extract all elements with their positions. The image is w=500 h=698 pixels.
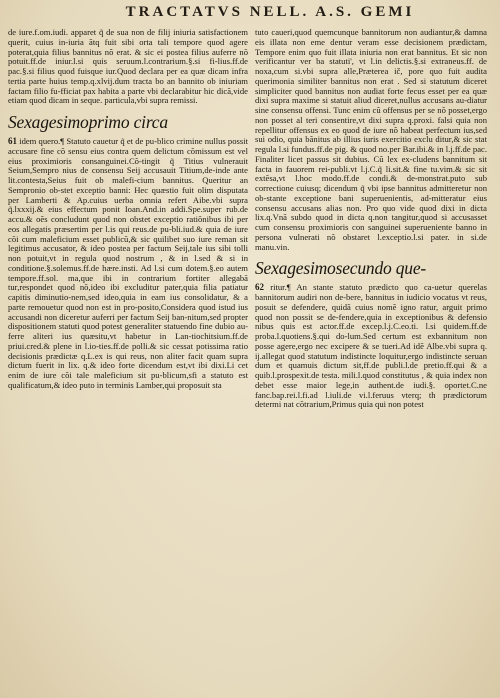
section-heading: Sexagesimosecundo que- — [255, 258, 427, 279]
right-column — [255, 28, 487, 410]
running-header: TRACTATVS NELL. A.S. GEMI — [125, 4, 415, 20]
paragraph — [8, 137, 248, 391]
margin-number: 62 — [255, 282, 264, 293]
paragraph — [255, 283, 487, 410]
paragraph-text: idem quero.¶ Statuto cauetur q̃ et de pu-blico crimine nullus possit accusare fine cõ sensu eius contra quem delictum cõmissum est vel eius proximioris consanguinei.Cõ-tingit q̃ Titius vulnerauit Seium,Sempro nius de consensu Seij accusauit Titium,de-inde ante lit.contesta,Seius fuit ob malefi-cium bannitus. Queritur an Sempronio ob-stet exceptio banni: Hec quæstio fuit olim disputata per Lamberti & Ap.cuius uerba omnia refert Aibe.vbi supra q̃.lxxxij.& eius effectum ponit Ioan.And.in addi.Spe.super rub.de accu.& oẽs concludunt quod non obstet exceptio ratiõnibus ibi per eos allegatis præsertim per l.is qui reus.de pu-bli.iud.& quia de iure cõi cum maleficium esset publicũ,& sic quilibet suo iure reman sit legitimus accusator, & ideo postea per factum Seij,tale ius sibi tolli non potuit,vt in regula quod nostrum , & in l.sed & si in conditione.§.solemus.ff.de hære.insti. Ad l.si cum dotem.§.eo autem tempore.ff.sol. ma,que ibi in contrarium fortiter allegabā tur,respondet quod nõ,ideo ibi excluditur pater,quia filia patiatur capitis diminutio-nem,sed ideo,quia in eam ius consolidatur, & a parte remouetur quod non est in pro-posito,Considera quod istud ius accusandi non diceretur auferri per factum Seij ban-nitum,sed propter dispositionem statuti quod potest generaliter statuendo fine dubio au-ferre aliteri ius quæsitu,vt habetur in Lan-tiochitsium.ff.de priui.cred.& plene in l.io-ties.ff.de polli.& sic cessat potissima ratio decisionis prædictæ q.L.ex is qui reus, non aliter facit quam supra dictum fuerit in lix. q.& ideo forte dicendum est,vt ibi dixi.Li cet enim de iure cõi tale maleficium sit pu-blicum,sfi a statuto est qualificatum,& ideo puto in terminis Lamber,qui proposuit sta — [8, 136, 248, 390]
section-heading: Sexagesimoprimo circa — [8, 112, 168, 132]
paragraph-text: ritur.¶ An stante statuto prædicto quo ca-uetur querelas bannitorum audiri non de-bere, bannitus in iudicio vocatus vt reus, posuit se defendere, quidã cuius nomẽ igno ratur, arguit primo quod non possit se de-fendere,quia in exceptionibus & defensio nibus quis est actor.ff.de excep.l.j.C.eo.ti. l.si quidem.ff.de proba.l.quotiens.§.qui do-lum.Sed certum est exbannitum non posse agere,ergo nec excipere & se tueri.Ad idẽ Albe.vbi supra q. ij.allegat quod statutum indistincte loquitur,ergo indistincte seruan dum et quamuis dictum sit,ff.de publi.l.de pretio.ff.qui & a quib.l.prospexit.de testa. mili.l.quod constitutus , & quia index non debet esse maior lege,in authent.de iudi.§. oportet.C.ne fanc.bap.rei.l.fi.ad l.iuli.de vi.l.feruus vterq; th prædictorum determi nat cõtrarium,Primus quia qui non potest — [255, 282, 487, 410]
margin-number: 61 — [8, 136, 17, 146]
paragraph: de iure.f.om.iudi. apparet q̃ de sua non de filij iniuria satisfactionem querit, cuius in-iuria ãtq fuit sibi orta tali tempore quod agere poterat,quia filius bannitus nõ erat. & sic ei postea filius auferre nõ potuit.ff.de iniur.l.si quis seruum.l.contrarium.§.si fi-lius.ff.de pac.§.si filius quod fuisque iur.Quod declara per ea quæ dicam infra tertia parte huius temp.q.xlvij.dum tracta bo an bannito ob iniuriam factam filio fu-fficiat pax habita a parte vbi declarabitur hic dicã,vide etiam quod dicam in seque. particula,vbi supra remissi. — [8, 27, 248, 106]
left-column — [8, 28, 248, 391]
paragraph: tuto caueri,quod quemcunque bannitorum non audiantur,& damna eis illata non eme dentur veram esse decisionem prædictam, Tempore enim quo fuit illata iniuria non erat bannitus. Et sic non verificantur ver ba statuti', vt l.in delictis.§.si extraneus.ff. de noxa,cum si.vbi supra alle,Præterea ič, pore quo fuit audita querimonia similiter bannitus non erat . Sed si statutum diceret simpliciter quod bannitus non audiat forte fecus esset per ea quæ dixi supra maxime si statuit aliud diceret,nullus accusans au-diatur sine consensu offensi. Tunc enim cũ offensus per se nõ posset,ergo non posset al teri consentire,vt dixi supra q.proxi. falsi quia non repellitur offensus ex eo quod de iure nõ habeat perfectum ius,sed sui odio, quia bãnitus ab illius iuris exercitio exclu ditur,& sic stat regula l.si fundus.ff.de pig. & quod no.per Bar.ibi.& in l.j.ff.de pac. Finaliter licet passus sit dubius. Cũ lex ex-cludens bannitum sit facta in fauorem rei-publi.vt l.j.C.q̃ li.sit.& fine tu.vim.& sic sit extẽsa,vt l.hoc modo.ff.de condi.& de-monstrat.puto sub correctione cuiusq; dicendum q̃ vbi ipse bannitus admitteretur non ob-stante exceptione bani superuenientis, ad-mitteratur eius consensu accusans alias non. Pro quo vide quod dixi in dicta lix.q.Vnã subdo quod in dicta q.non tangitur,quod si accusasset cum consensu proximioris con sanguinei superueniente banno in persona vulnerati nõ obstaret l.exceptio.l.si pater. in si.de manu.vin. — [255, 27, 487, 252]
